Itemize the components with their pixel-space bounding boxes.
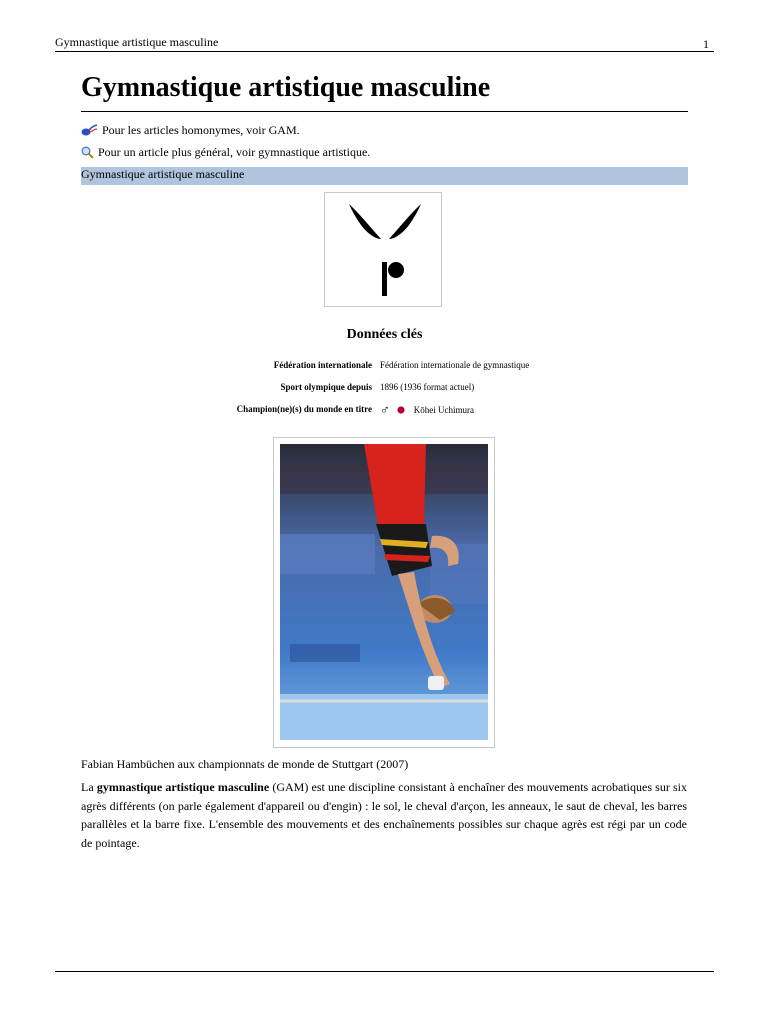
- hatnote-text[interactable]: Pour les articles homonymes, voir GAM.: [102, 123, 300, 137]
- header-divider: [55, 51, 714, 52]
- page-title: Gymnastique artistique masculine: [81, 72, 491, 103]
- row-value: [380, 382, 474, 392]
- intro-paragraph: [81, 778, 687, 852]
- disambiguation-icon: [81, 124, 98, 137]
- gymnast-photo: [273, 437, 495, 748]
- male-symbol: ♂: [380, 402, 390, 417]
- infobox-heading: Données clés: [346, 327, 423, 342]
- paragraph-bold-term: gymnastique artistique masculine: [96, 780, 270, 794]
- running-header: [55, 35, 714, 51]
- page-number: 1: [703, 37, 709, 51]
- row-label: Sport olympique depuis: [280, 382, 372, 392]
- paragraph-start: La: [81, 780, 97, 794]
- hatnote-homonymes: [81, 122, 300, 138]
- row-value-text[interactable]: Fédération internationale de gymnastique: [380, 360, 530, 370]
- champion-name[interactable]: Kōhei Uchimura: [413, 405, 474, 415]
- photo-caption: Fabian Hambüchen aux championnats de monde de Stuttgart (2007): [81, 757, 409, 771]
- row-value: [380, 360, 529, 370]
- footer-divider: [55, 971, 714, 972]
- magnifier-icon: [81, 146, 94, 159]
- row-value-text: 1896 (1936 format actuel): [380, 382, 475, 392]
- infobox-caption-text: Gymnastique artistique masculine: [81, 167, 245, 181]
- row-label: Champion(ne)(s) du monde en titre: [236, 404, 372, 414]
- row-value: [380, 402, 474, 418]
- running-header-title: Gymnastique artistique masculine: [55, 35, 219, 49]
- paragraph-rest: (GAM) est une discipline consistant à enchaîner des mouvements acrobatiques sur six agrès différents (on parle également d'appareil ou d'engin) : le sol, le cheval d'arçon, les anneaux, le saut de cheval, les barres parallèles et la barre fixe. L'ensemble des mouvements et des enchaînements possibles sur chaque agrès est régi par un code de pointage.: [81, 780, 688, 850]
- hatnote-text[interactable]: Pour un article plus général, voir gymnastique artistique.: [98, 145, 371, 159]
- row-label: Fédération internationale: [273, 360, 372, 370]
- japan-flag-icon: [396, 405, 406, 415]
- infobox-logo: [324, 192, 442, 307]
- gymnast-photo-image: [280, 444, 488, 740]
- hatnote-general: [81, 144, 370, 160]
- title-divider: [81, 111, 688, 112]
- olympic-pictogram-icon: [325, 193, 441, 306]
- infobox-caption: [81, 167, 688, 185]
